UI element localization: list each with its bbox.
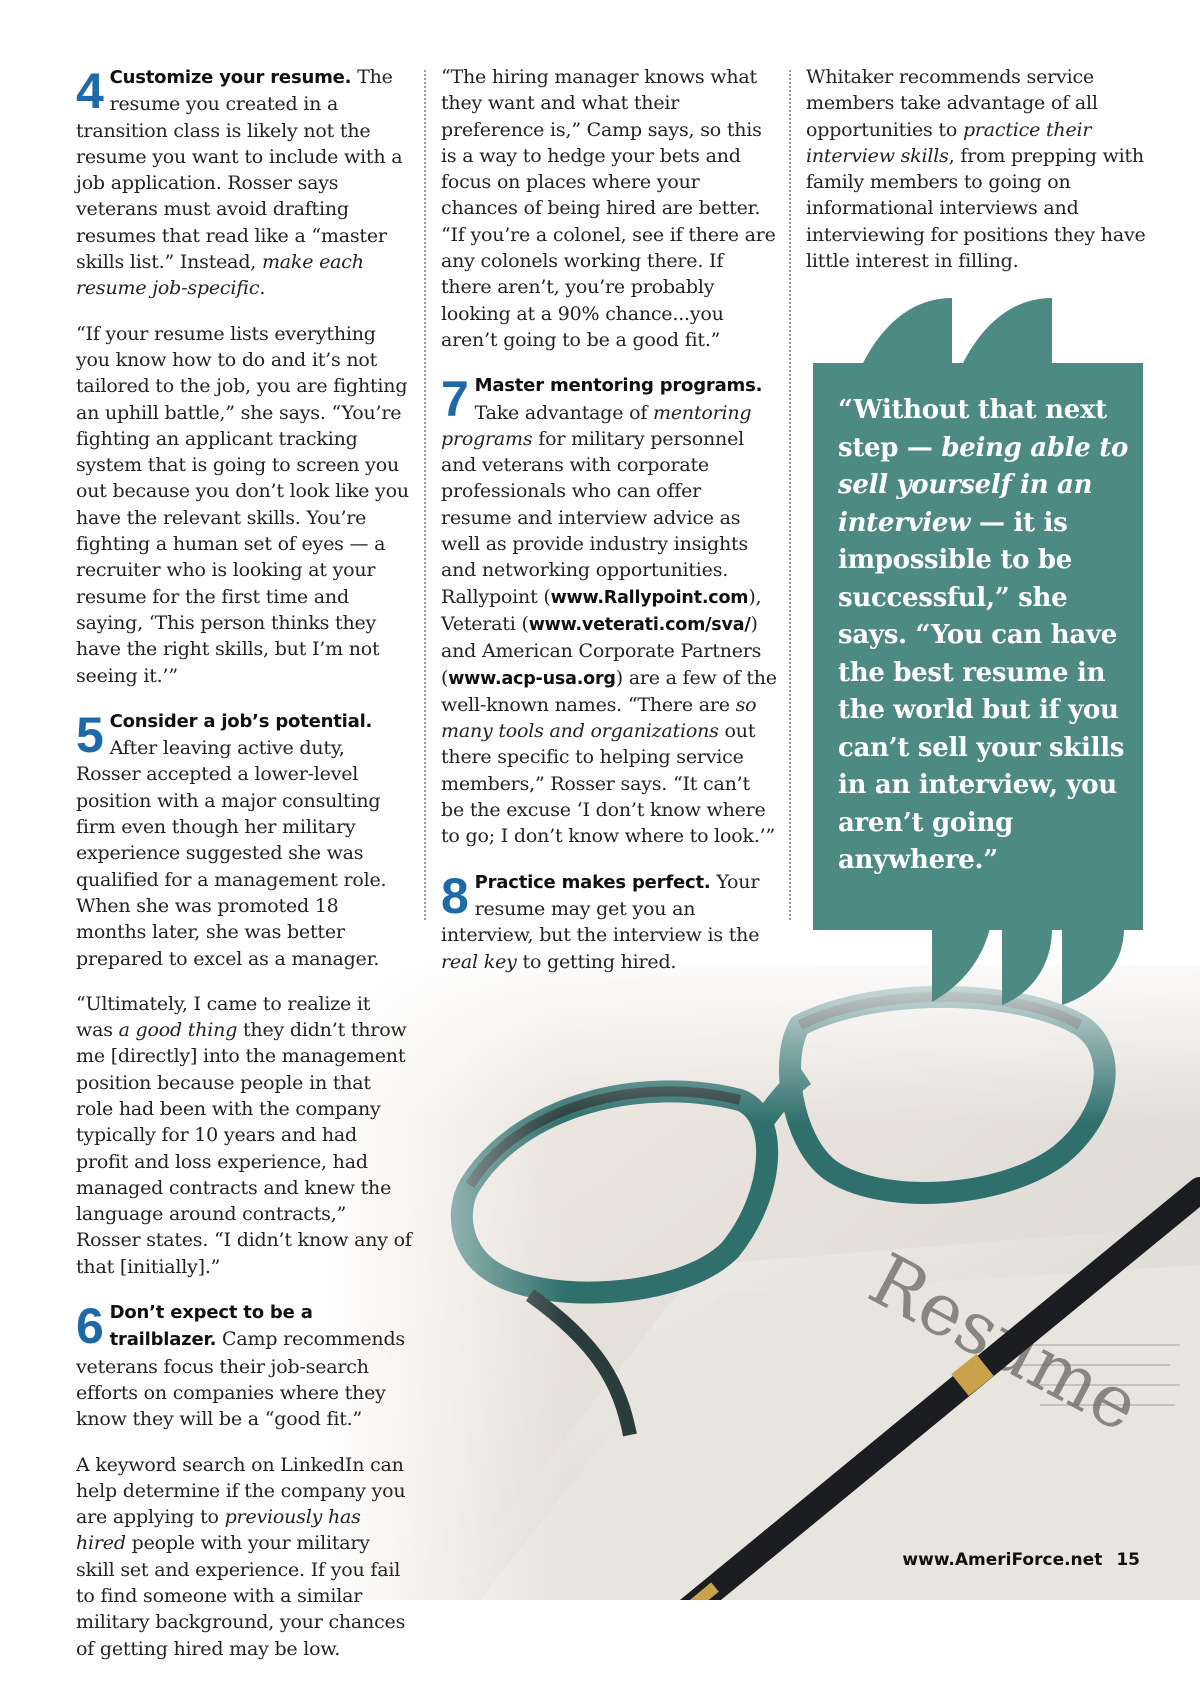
body-text: . <box>259 277 266 300</box>
article-column-1 <box>76 64 412 1681</box>
body-text: Your resume may get you an interview, but the interview is the <box>441 870 760 947</box>
body-paragraph <box>76 1452 412 1662</box>
body-text: “Ultimately, I came to realize it was <box>76 992 371 1042</box>
page-footer <box>902 1550 1140 1570</box>
pull-quote <box>838 392 1138 880</box>
section-8 <box>441 869 777 975</box>
emphasis-text: practice their interview skills <box>806 118 1092 167</box>
emphasis-text: mentoring programs <box>441 401 752 450</box>
body-text: to getting hired. <box>516 950 677 973</box>
footer-site-link[interactable]: www.AmeriForce.net <box>902 1550 1103 1570</box>
section-5 <box>76 708 412 972</box>
rallypoint-link[interactable]: www.Rallypoint.com <box>550 587 749 608</box>
section-heading: Master mentoring programs. <box>474 375 763 397</box>
section-7 <box>441 372 777 849</box>
article-column-3 <box>806 64 1146 293</box>
body-text: ), Veterati ( <box>441 585 762 635</box>
section-heading: Don’t expect to be a trailblazer. <box>109 1302 313 1351</box>
veterati-link[interactable]: www.veterati.com/sva/ <box>528 614 751 635</box>
page-number: 15 <box>1116 1550 1140 1570</box>
emphasis-text: previously has hired <box>76 1506 361 1555</box>
body-paragraph <box>806 64 1146 274</box>
acp-link[interactable]: www.acp-usa.org <box>448 668 616 689</box>
emphasis-text: a good thing <box>118 1019 238 1042</box>
column-divider <box>424 70 426 920</box>
glasses-pen-resume-photo <box>320 965 1200 1600</box>
emphasis-text: real key <box>441 950 517 973</box>
body-paragraph <box>76 991 412 1280</box>
body-text: Take advantage of <box>474 401 654 424</box>
emphasis-text: so many tools and organizations <box>441 693 757 743</box>
section-heading: Practice makes perfect. <box>474 871 711 893</box>
body-text: Camp recommends veterans focus their job-search efforts on companies where they know they will be a “good fit.” <box>76 1328 405 1431</box>
body-text: A keyword search on LinkedIn can help determine if the company you are applying to <box>76 1453 406 1529</box>
pull-quote-emphasis: being able to sell yourself in an interview <box>838 432 1129 538</box>
section-number: 5 <box>76 706 104 763</box>
pull-quote-text: — it is impossible to be successful,” she says. “You can have the best resume in the world but if you can’t sell your skills in an interview, you aren’t going anywhere.” <box>838 507 1125 875</box>
column-divider <box>789 70 791 920</box>
body-text: After leaving active duty, Rosser accepted a lower-level position with a major consulting firm even though her military experience suggested she was qualified for a management role. When she was promoted 18 months later, she was better prepared to excel as a manager. <box>76 737 387 970</box>
body-text: people with your military skill set and experience. If you fail to find someone with a similar military background, your chances of getting hired may be low. <box>76 1532 406 1660</box>
body-text: ) are a few of the well-known names. “There are <box>441 666 777 716</box>
body-paragraph: “If your resume lists everything you know how to do and it’s not tailored to the job, you are fighting an uphill battle,” she says. “You’re fighting an applicant tracking system that is going to screen you out because you don’t look like you have the relevant skills. You’re fighting a human set of eyes — a recruiter who is looking at your resume for the first time and saying, ‘This person thinks they have the right skills, but I’m not seeing it.’” <box>76 322 409 687</box>
body-text: ) and American Corporate Partners ( <box>441 612 762 689</box>
pull-quote-text: “Without that next step — <box>838 395 1107 463</box>
body-text: , from prepping with family members to going on informational interviews and interviewing for positions they have little interest in filling. <box>806 144 1146 273</box>
section-number: 7 <box>441 371 469 428</box>
body-text: out there specific to helping service members,” Rosser says. “It can’t be the excuse ‘I don’t know where to go; I don’t know where to look.’” <box>441 720 776 848</box>
body-paragraph: “The hiring manager knows what they want and what their preference is,” Camp says, so this is a way to hedge your bets and focus on places where your chances of being hired are better. “If you’re a colonel, see if there are any colonels working there. If there aren’t, you’re probably looking at a 90% chance...you aren’t going to be a good fit.” <box>441 66 776 351</box>
body-text: they didn’t throw me [directly] into the management position because people in that role had been with the company typically for 10 years and had profit and loss experience, had managed contracts and knew the language around contracts,” Rosser states. “I didn’t know any of that [initially].” <box>76 1019 412 1278</box>
section-number: 8 <box>441 867 469 924</box>
section-number: 4 <box>76 63 104 119</box>
section-heading: Consider a job’s potential. <box>109 710 373 732</box>
body-text: Whitaker recommends service members take advantage of all opportunities to <box>806 66 1098 141</box>
section-number: 6 <box>76 1298 104 1355</box>
section-heading: Customize your resume. <box>109 67 352 88</box>
section-4 <box>76 64 412 302</box>
body-text: The resume you created in a transition class is likely not the resume you want to include with a job application. Rosser says veterans must avoid drafting resumes that read like a “master skills list.” Instead, <box>76 66 403 274</box>
emphasis-text: make each resume job-specific <box>76 251 364 300</box>
section-6 <box>76 1299 412 1432</box>
article-column-2 <box>441 64 777 994</box>
body-text: for military personnel and veterans with corporate professionals who can offer resume and interview advice as well as provide industry insights and networking opportunities. Rallypoint ( <box>441 427 749 608</box>
